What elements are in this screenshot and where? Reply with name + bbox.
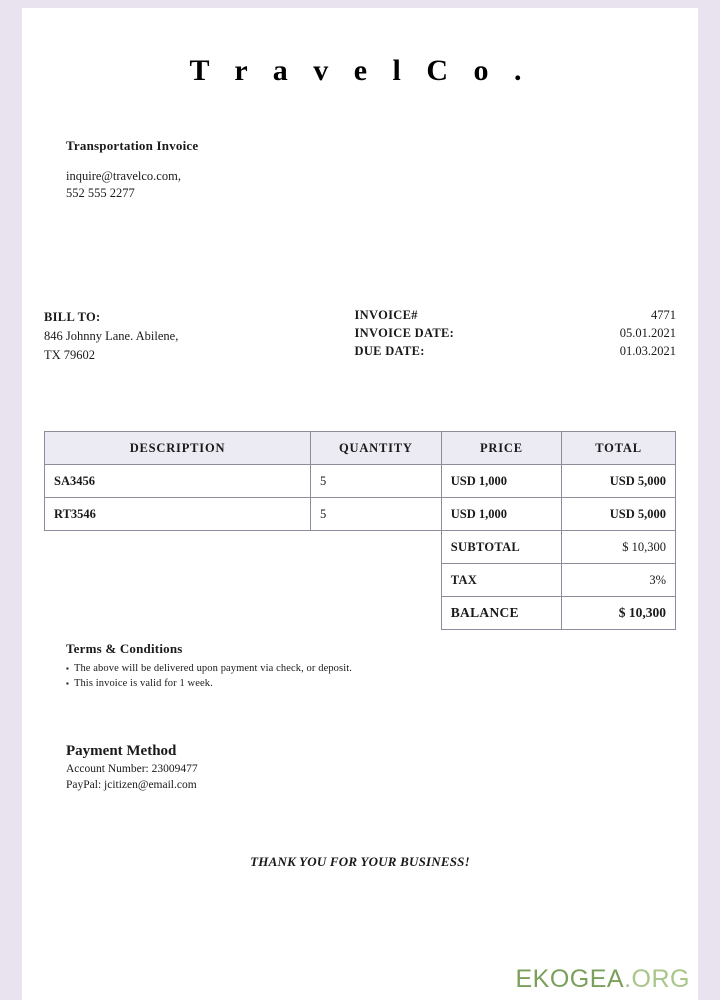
invoice-page	[22, 8, 698, 1000]
terms-list	[66, 661, 626, 691]
invoice-meta-block	[355, 308, 677, 364]
payment-account: Account Number: 23009477	[66, 763, 198, 775]
item-description: SA3456	[45, 465, 311, 498]
company-name: T r a v e l C o .	[189, 54, 531, 87]
subtotal-value: $ 10,300	[562, 531, 676, 564]
invoice-date-label: INVOICE DATE:	[354, 326, 455, 340]
item-quantity: 5	[311, 465, 442, 498]
column-header-price: PRICE	[441, 432, 561, 465]
item-total: USD 5,000	[562, 498, 676, 531]
subtotal-label: SUBTOTAL	[441, 531, 561, 564]
item-price: USD 1,000	[441, 498, 561, 531]
table-row	[45, 498, 676, 531]
balance-value: $ 10,300	[562, 597, 676, 630]
column-header-description: DESCRIPTION	[45, 432, 311, 465]
invoice-number-label: INVOICE#	[354, 308, 418, 322]
watermark-main: EKOGEA	[515, 965, 625, 993]
tax-value: 3%	[562, 564, 676, 597]
spacer-cell	[311, 531, 442, 564]
balance-label: BALANCE	[441, 597, 561, 630]
payment-title: Payment Method	[66, 743, 177, 759]
document-type: Transportation Invoice	[66, 138, 199, 153]
terms-item: ▪ The above will be delivered upon payment via check, or deposit.	[66, 661, 626, 676]
terms-section	[66, 641, 626, 691]
column-header-total: TOTAL	[562, 432, 676, 465]
bill-to-block	[44, 308, 335, 364]
contact-email: inquire@travelco.com,	[66, 169, 181, 183]
terms-title: Terms & Conditions	[66, 641, 183, 656]
spacer-cell	[45, 564, 311, 597]
spacer-cell	[311, 597, 442, 630]
bill-to-label: BILL TO:	[44, 310, 101, 324]
invoice-meta-row	[355, 308, 677, 326]
contact-phone: 552 555 2277	[66, 185, 135, 200]
bill-to-line1: 846 Johnny Lane. Abilene,	[44, 328, 179, 343]
payment-section	[66, 743, 198, 793]
watermark	[516, 965, 691, 994]
billing-meta-row	[44, 308, 676, 364]
tax-label: TAX	[441, 564, 561, 597]
table-row	[45, 465, 676, 498]
invoice-date-value: 05.01.2021	[619, 326, 676, 340]
payment-paypal: PayPal: jcitizen@email.com	[66, 778, 197, 791]
spacer-cell	[311, 564, 442, 597]
due-date-value: 01.03.2021	[619, 344, 676, 358]
watermark-suffix: .ORG	[624, 965, 690, 993]
summary-row-balance	[45, 597, 676, 630]
table-header-row	[45, 432, 676, 465]
thank-you-note: THANK YOU FOR YOUR BUSINESS!	[250, 854, 470, 869]
terms-item: ▪ This invoice is valid for 1 week.	[66, 676, 626, 691]
item-total: USD 5,000	[562, 465, 676, 498]
company-contact	[66, 168, 676, 202]
spacer-cell	[45, 531, 311, 564]
item-quantity: 5	[311, 498, 442, 531]
line-items-table	[44, 431, 676, 630]
item-description: RT3546	[45, 498, 311, 531]
invoice-meta-row	[355, 326, 677, 344]
item-price: USD 1,000	[441, 465, 561, 498]
summary-row-subtotal	[45, 531, 676, 564]
invoice-meta-row	[355, 344, 677, 362]
column-header-quantity: QUANTITY	[311, 432, 442, 465]
summary-row-tax	[45, 564, 676, 597]
due-date-label: DUE DATE:	[354, 344, 425, 358]
bill-to-line2: TX 79602	[44, 347, 96, 362]
spacer-cell	[45, 597, 311, 630]
invoice-number-value: 4771	[651, 308, 676, 322]
invoice-sheet	[22, 8, 698, 1000]
